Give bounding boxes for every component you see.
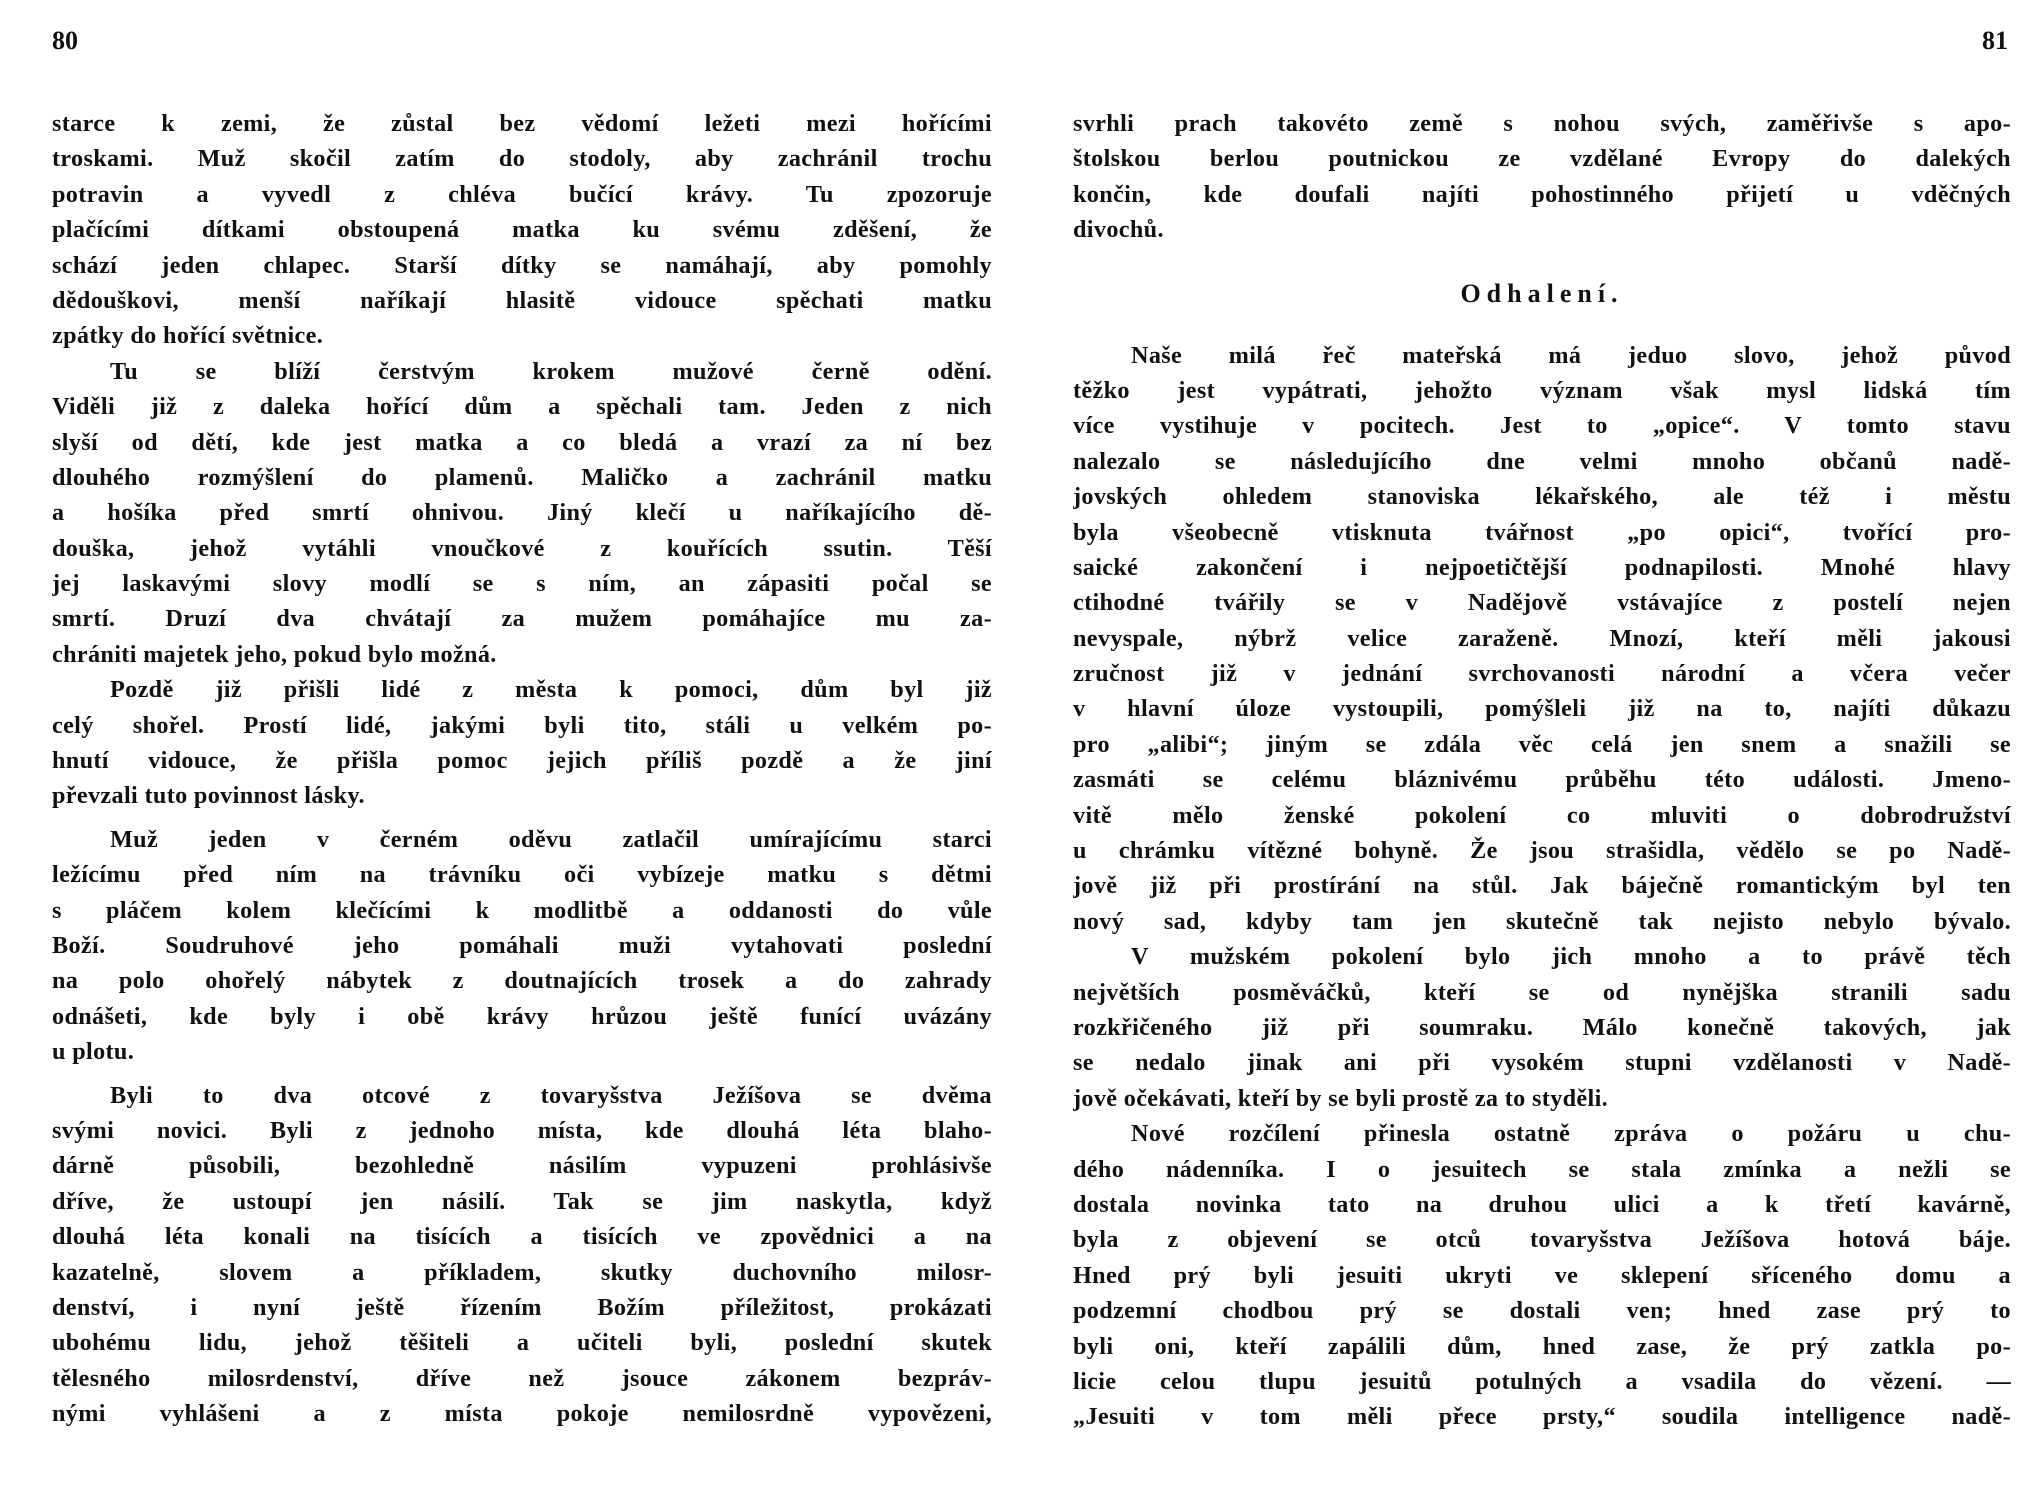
text-line: zpátky do hořící světnice. <box>52 322 324 350</box>
text-line: více vystihuje v pocitech. Jest to „opice“. V tomto stavu <box>1073 412 2011 440</box>
text-line: saické zakončení i nejpoetičtější podnapilosti. Mnohé hlavy <box>1073 553 2011 581</box>
text-line: jově očekávati, kteří by se byli prostě za to styděli. <box>1073 1084 1609 1112</box>
text-line: Pozdě již přišli lidé z města k pomoci, dům byl již <box>110 676 992 704</box>
text-line: divochů. <box>1073 216 1164 244</box>
text-line: licie celou tlupu jesuitů potulných a vsadila do vězení. — <box>1073 1367 2011 1395</box>
text-line: nalezalo se následujícího dne velmi mnoho občanů nadě- <box>1073 447 2011 475</box>
text-line: Byli to dva otcové z tovaryšstva Ježíšova se dvěma <box>110 1081 992 1109</box>
text-line: schází jeden chlapec. Starší dítky se namáhají, aby pomohly <box>52 251 992 279</box>
text-line: dého nádenníka. I o jesuitech se stala zmínka a nežli se <box>1073 1155 2011 1183</box>
text-line: se nedalo jinak ani při vysokém stupni vzdělanosti v Nadě- <box>1073 1049 2011 1077</box>
text-line: svrhli prach takovéto země s nohou svých, zaměřivše s apo- <box>1073 110 2011 137</box>
text-line: Viděli již z daleka hořící dům a spěchali tam. Jeden z nich <box>52 393 992 421</box>
text-line: Hned prý byli jesuiti ukryti ve sklepení sříceného domu a <box>1073 1261 2011 1289</box>
text-line: byla z objevení se otců tovaryšstva Ježíšova hotová báje. <box>1073 1226 2011 1254</box>
text-line: ubohému lidu, jehož těšiteli a učiteli byli, poslední skutek <box>52 1329 992 1357</box>
text-line: Naše milá řeč mateřská má jeduo slovo, jehož původ <box>1131 341 2011 369</box>
text-line: dárně působili, bezohledně násilím vypuzeni prohlásivše <box>52 1152 992 1180</box>
right-page-text <box>1073 106 2011 1435</box>
text-line: „Jesuiti v tom měli přece prsty,“ soudila intelligence nadě- <box>1073 1403 2011 1431</box>
text-line: nevyspale, nýbrž velice zaraženě. Mnozí, kteří měli jakousi <box>1073 624 2011 652</box>
text-line: denství, i nyní ještě řízením Božím příležitost, prokázati <box>52 1293 992 1321</box>
text-line: rozkřičeného již při soumraku. Málo konečně takových, jak <box>1073 1013 2011 1041</box>
text-line: u plotu. <box>52 1038 135 1066</box>
text-line: tělesného milosrdenství, dříve než jsouce zákonem bezpráv- <box>52 1364 992 1392</box>
text-line: vitě mělo ženské pokolení co mluviti o dobrodružství <box>1073 801 2011 829</box>
text-line: dědouškovi, menší naříkají hlasitě vidouce spěchati matku <box>52 286 992 314</box>
text-line: Tu se blíží čerstvým krokem mužové černě odění. <box>110 357 992 385</box>
right-page <box>1015 0 2030 1500</box>
text-line: s pláčem kolem klečícími k modlitbě a oddanosti do vůle <box>52 896 992 924</box>
page-number-right: 81 <box>1982 26 2008 55</box>
text-line: zasmáti se celému bláznivému průběhu této události. Jmeno- <box>1073 766 2011 794</box>
text-line: Boží. Soudruhové jeho pomáhali muži vytahovati poslední <box>52 931 992 959</box>
text-line: u chrámku vítězné bohyně. Že jsou strašidla, vědělo se po Nadě- <box>1073 837 2011 865</box>
text-line: převzali tuto povinnost lásky. <box>52 782 365 810</box>
chapter-heading: Odhalení. <box>1460 278 1624 308</box>
text-line: v hlavní úloze vystoupili, pomýšleli již na to, najíti důkazu <box>1073 695 2011 723</box>
text-line: dříve, že ustoupí jen násilí. Tak se jim naskytla, když <box>52 1187 992 1215</box>
text-line: ležícímu před ním na trávníku oči vybízeje matku s dětmi <box>52 861 992 889</box>
text-line: nový sad, kdyby tam jen skutečně tak nejisto nebylo bývalo. <box>1073 907 2011 935</box>
text-line: smrtí. Druzí dva chvátají za mužem pomáhajíce mu za- <box>52 605 992 633</box>
text-line: a hošíka před smrtí ohnivou. Jiný klečí u naříkajícího dě- <box>52 499 992 527</box>
text-line: pro „alibi“; jiným se zdála věc celá jen snem a snažili se <box>1073 730 2011 758</box>
left-page-text <box>52 106 992 1431</box>
text-line: svými novici. Byli z jednoho místa, kde dlouhá léta blaho- <box>52 1116 992 1144</box>
text-line: hnutí vidouce, že přišla pomoc jejich příliš pozdě a že jiní <box>52 747 992 775</box>
text-line: ctihodné tvářily se v Nadějově vstávajíce z postelí nejen <box>1073 589 2011 617</box>
text-line: slyší od dětí, kde jest matka a co bledá a vrazí za ní bez <box>52 428 992 456</box>
text-line: starce k zemi, že zůstal bez vědomí ležeti mezi hořícími <box>52 110 992 137</box>
text-line: potravin a vyvedl z chléva bučící krávy. Tu zpozoruje <box>52 180 992 208</box>
text-line: celý shořel. Prostí lidé, jakými byli tito, stáli u velkém po- <box>52 711 992 739</box>
text-line: končin, kde doufali najíti pohostinného přijetí u vděčných <box>1073 180 2011 208</box>
text-line: štolskou berlou poutnickou ze vzdělané Evropy do dalekých <box>1073 145 2011 173</box>
text-line: zručnost již v jednání svrchovanosti národní a včera večer <box>1073 660 2011 688</box>
text-line: byla všeobecně vtisknuta tvářnost „po opici“, tvořící pro- <box>1073 518 2011 546</box>
page-number-left: 80 <box>52 26 78 55</box>
text-line: těžko jest vypátrati, jehožto význam však mysl lidská tím <box>1073 376 2011 404</box>
text-line: jej laskavými slovy modlí se s ním, an zápasiti počal se <box>52 570 992 598</box>
text-line: dlouhá léta konali na tisících a tisících ve zpovědnici a na <box>52 1223 992 1251</box>
text-line: troskami. Muž skočil zatím do stodoly, aby zachránil trochu <box>52 145 992 173</box>
text-line: kazatelně, slovem a příkladem, skutky duchovního milosr- <box>52 1258 992 1286</box>
text-line: plačícími dítkami obstoupená matka ku svému zděšení, že <box>52 216 992 244</box>
text-line: nými vyhlášeni a z místa pokoje nemilosrdně vypovězeni, <box>52 1400 992 1428</box>
text-line: odnášeti, kde byly i obě krávy hrůzou ještě funící uvázány <box>52 1002 992 1030</box>
text-line: Muž jeden v černém oděvu zatlačil umírajícímu starci <box>110 825 992 853</box>
text-line: podzemní chodbou prý se dostali ven; hned zase prý to <box>1073 1297 2011 1325</box>
text-line: na polo ohořelý nábytek z doutnajících trosek a do zahrady <box>52 967 992 995</box>
text-line: douška, jehož vytáhli vnoučkové z kouřících ssutin. Těší <box>52 534 992 562</box>
text-line: chrániti majetek jeho, pokud bylo možná. <box>52 640 497 668</box>
text-line: dostala novinka tato na druhou ulici a k třetí kavárně, <box>1073 1190 2011 1218</box>
text-line: největších posměváčků, kteří se od nynějška stranili sadu <box>1073 978 2011 1006</box>
text-line: V mužském pokolení bylo jich mnoho a to právě těch <box>1131 943 2011 971</box>
text-line: jově již při prostírání na stůl. Jak báječně romantickým byl ten <box>1073 872 2011 900</box>
text-line: dlouhého rozmýšlení do plamenů. Maličko a zachránil matku <box>52 463 992 491</box>
text-line: jovských ohledem stanoviska lékařského, ale též i městu <box>1073 483 2011 511</box>
text-line: Nové rozčílení přinesla ostatně zpráva o požáru u chu- <box>1131 1120 2011 1148</box>
text-line: byli oni, kteří zapálili dům, hned zase, že prý zatkla po- <box>1073 1332 2011 1360</box>
